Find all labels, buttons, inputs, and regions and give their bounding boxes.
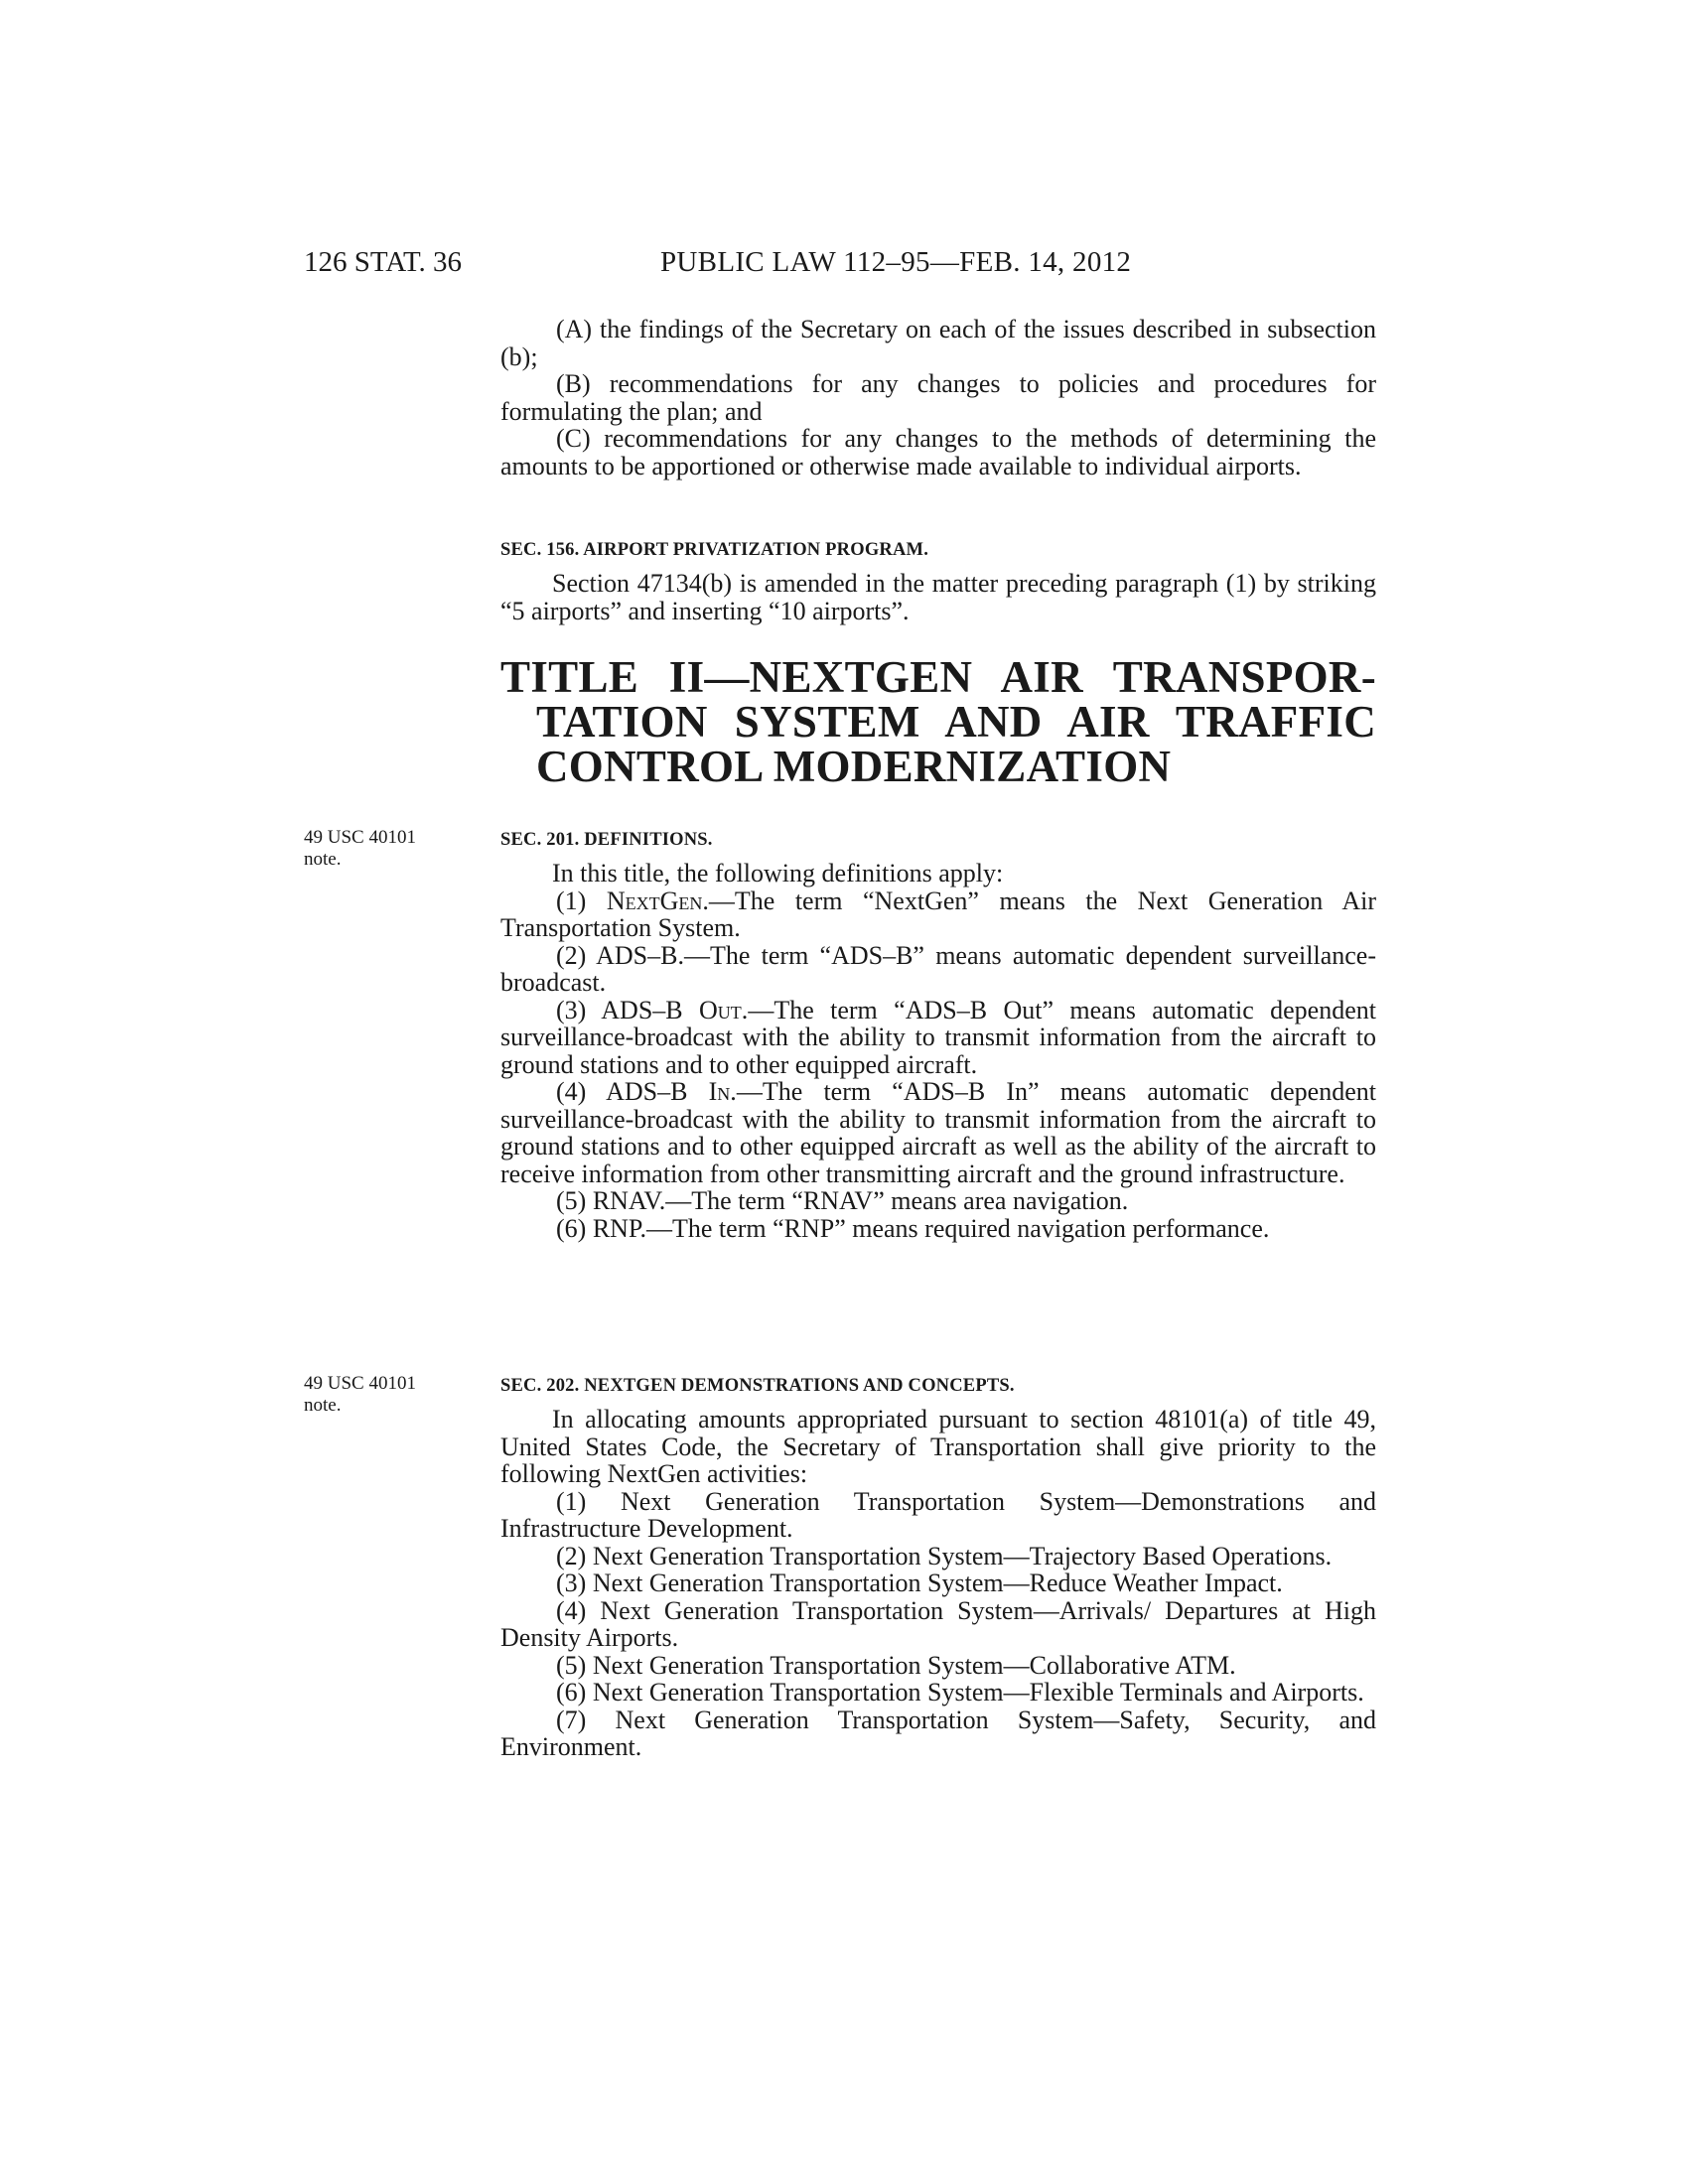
section-202-intro: In allocating amounts appropriated pursuant to section 48101(a) of title 49, United States Code, the Secretary of Transportation shall give priority to the following NextGen activities: xyxy=(500,1405,1376,1488)
definition-1-label: (1) NextGen. xyxy=(556,886,709,915)
item-a: (A) the findings of the Secretary on each of the issues described in subsection (b); xyxy=(500,315,1376,371)
activity-1: (1) Next Generation Transportation System—Demonstrations and Infrastructure Development. xyxy=(500,1486,1376,1543)
title-line-2: TATION SYSTEM AND AIR TRAFFIC xyxy=(536,697,1376,747)
definition-2 xyxy=(500,942,1376,997)
margin-note-201-note: note. xyxy=(304,849,342,870)
title-line-3: CONTROL MODERNIZATION xyxy=(536,742,1172,791)
definition-5: (5) RNAV.—The term “RNAV” means area navigation. xyxy=(556,1186,1129,1215)
section-156-heading: SEC. 156. AIRPORT PRIVATIZATION PROGRAM. xyxy=(500,540,929,560)
definition-3-label: (3) ADS–B Out. xyxy=(556,995,749,1024)
item-c: (C) recommendations for any changes to the methods of determining the amounts to be apportioned or otherwise made available to individual airports. xyxy=(500,424,1376,480)
margin-note-201-citation: 49 USC 40101 xyxy=(304,827,416,848)
definition-4 xyxy=(500,1078,1376,1187)
definition-4-label: (4) ADS–B In. xyxy=(556,1077,737,1106)
definition-3 xyxy=(500,997,1376,1079)
activity-6: (6) Next Generation Transportation System—Flexible Terminals and Airports. xyxy=(556,1678,1364,1706)
definition-1-text: —The term “NextGen” means the Next Generation Air Transportation System. xyxy=(500,886,1376,942)
margin-note-201 xyxy=(304,827,453,871)
margin-note-202-note: note. xyxy=(304,1395,342,1416)
definition-2-label: (2) ADS–B. xyxy=(556,940,684,970)
title-ii-heading xyxy=(500,652,1376,791)
activity-4: (4) Next Generation Transportation System—Arrivals/ Departures at High Density Airports. xyxy=(500,1595,1376,1652)
definition-3-text: —The term “ADS–B Out” means automatic dependent surveillance-broadcast with the ability to transmit information from the aircraft to ground stations and to other equipped aircraft. xyxy=(500,995,1376,1079)
section-202-heading: SEC. 202. NEXTGEN DEMONSTRATIONS AND CONCEPTS. xyxy=(500,1376,1015,1396)
definition-1 xyxy=(500,887,1376,942)
activity-7: (7) Next Generation Transportation System—Safety, Security, and Environment. xyxy=(500,1705,1376,1761)
activity-3: (3) Next Generation Transportation System—Reduce Weather Impact. xyxy=(556,1569,1283,1597)
activity-2: (2) Next Generation Transportation System—Trajectory Based Operations. xyxy=(556,1541,1333,1570)
definition-4-text: —The term “ADS–B In” means automatic dependent surveillance-broadcast with the ability to transmit information from the aircraft to ground stations and to other equipped aircraft as well as the ability of the aircraft to receive information from other transmitting aircraft and the ground infrastructure. xyxy=(500,1077,1376,1188)
public-law-running-head: PUBLIC LAW 112–95—FEB. 14, 2012 xyxy=(660,246,1132,278)
section-202-body xyxy=(500,1406,1376,1761)
margin-note-202-citation: 49 USC 40101 xyxy=(304,1373,416,1394)
statute-page-number: 126 STAT. 36 xyxy=(304,246,463,278)
section-156-text: Section 47134(b) is amended in the matter preceding paragraph (1) by striking “5 airports” and inserting “10 airports”. xyxy=(500,569,1376,625)
section-201-body xyxy=(500,860,1376,1242)
item-b: (B) recommendations for any changes to policies and procedures for formulating the plan; and xyxy=(500,369,1376,426)
definition-6: (6) RNP.—The term “RNP” means required navigation performance. xyxy=(556,1213,1270,1243)
section-201-intro: In this title, the following definitions apply: xyxy=(552,859,1004,887)
definition-2-text: —The term “ADS–B” means automatic dependent surveillance-broadcast. xyxy=(500,940,1376,997)
title-line-1: TITLE II—NEXTGEN AIR TRANSPOR- xyxy=(500,652,1376,702)
activity-5: (5) Next Generation Transportation System—Collaborative ATM. xyxy=(556,1650,1236,1680)
section-201-heading: SEC. 201. DEFINITIONS. xyxy=(500,830,713,850)
section-156-body xyxy=(500,570,1376,624)
margin-note-202 xyxy=(304,1373,453,1417)
page-header xyxy=(0,246,1688,286)
subsection-list-a-c xyxy=(500,316,1376,479)
